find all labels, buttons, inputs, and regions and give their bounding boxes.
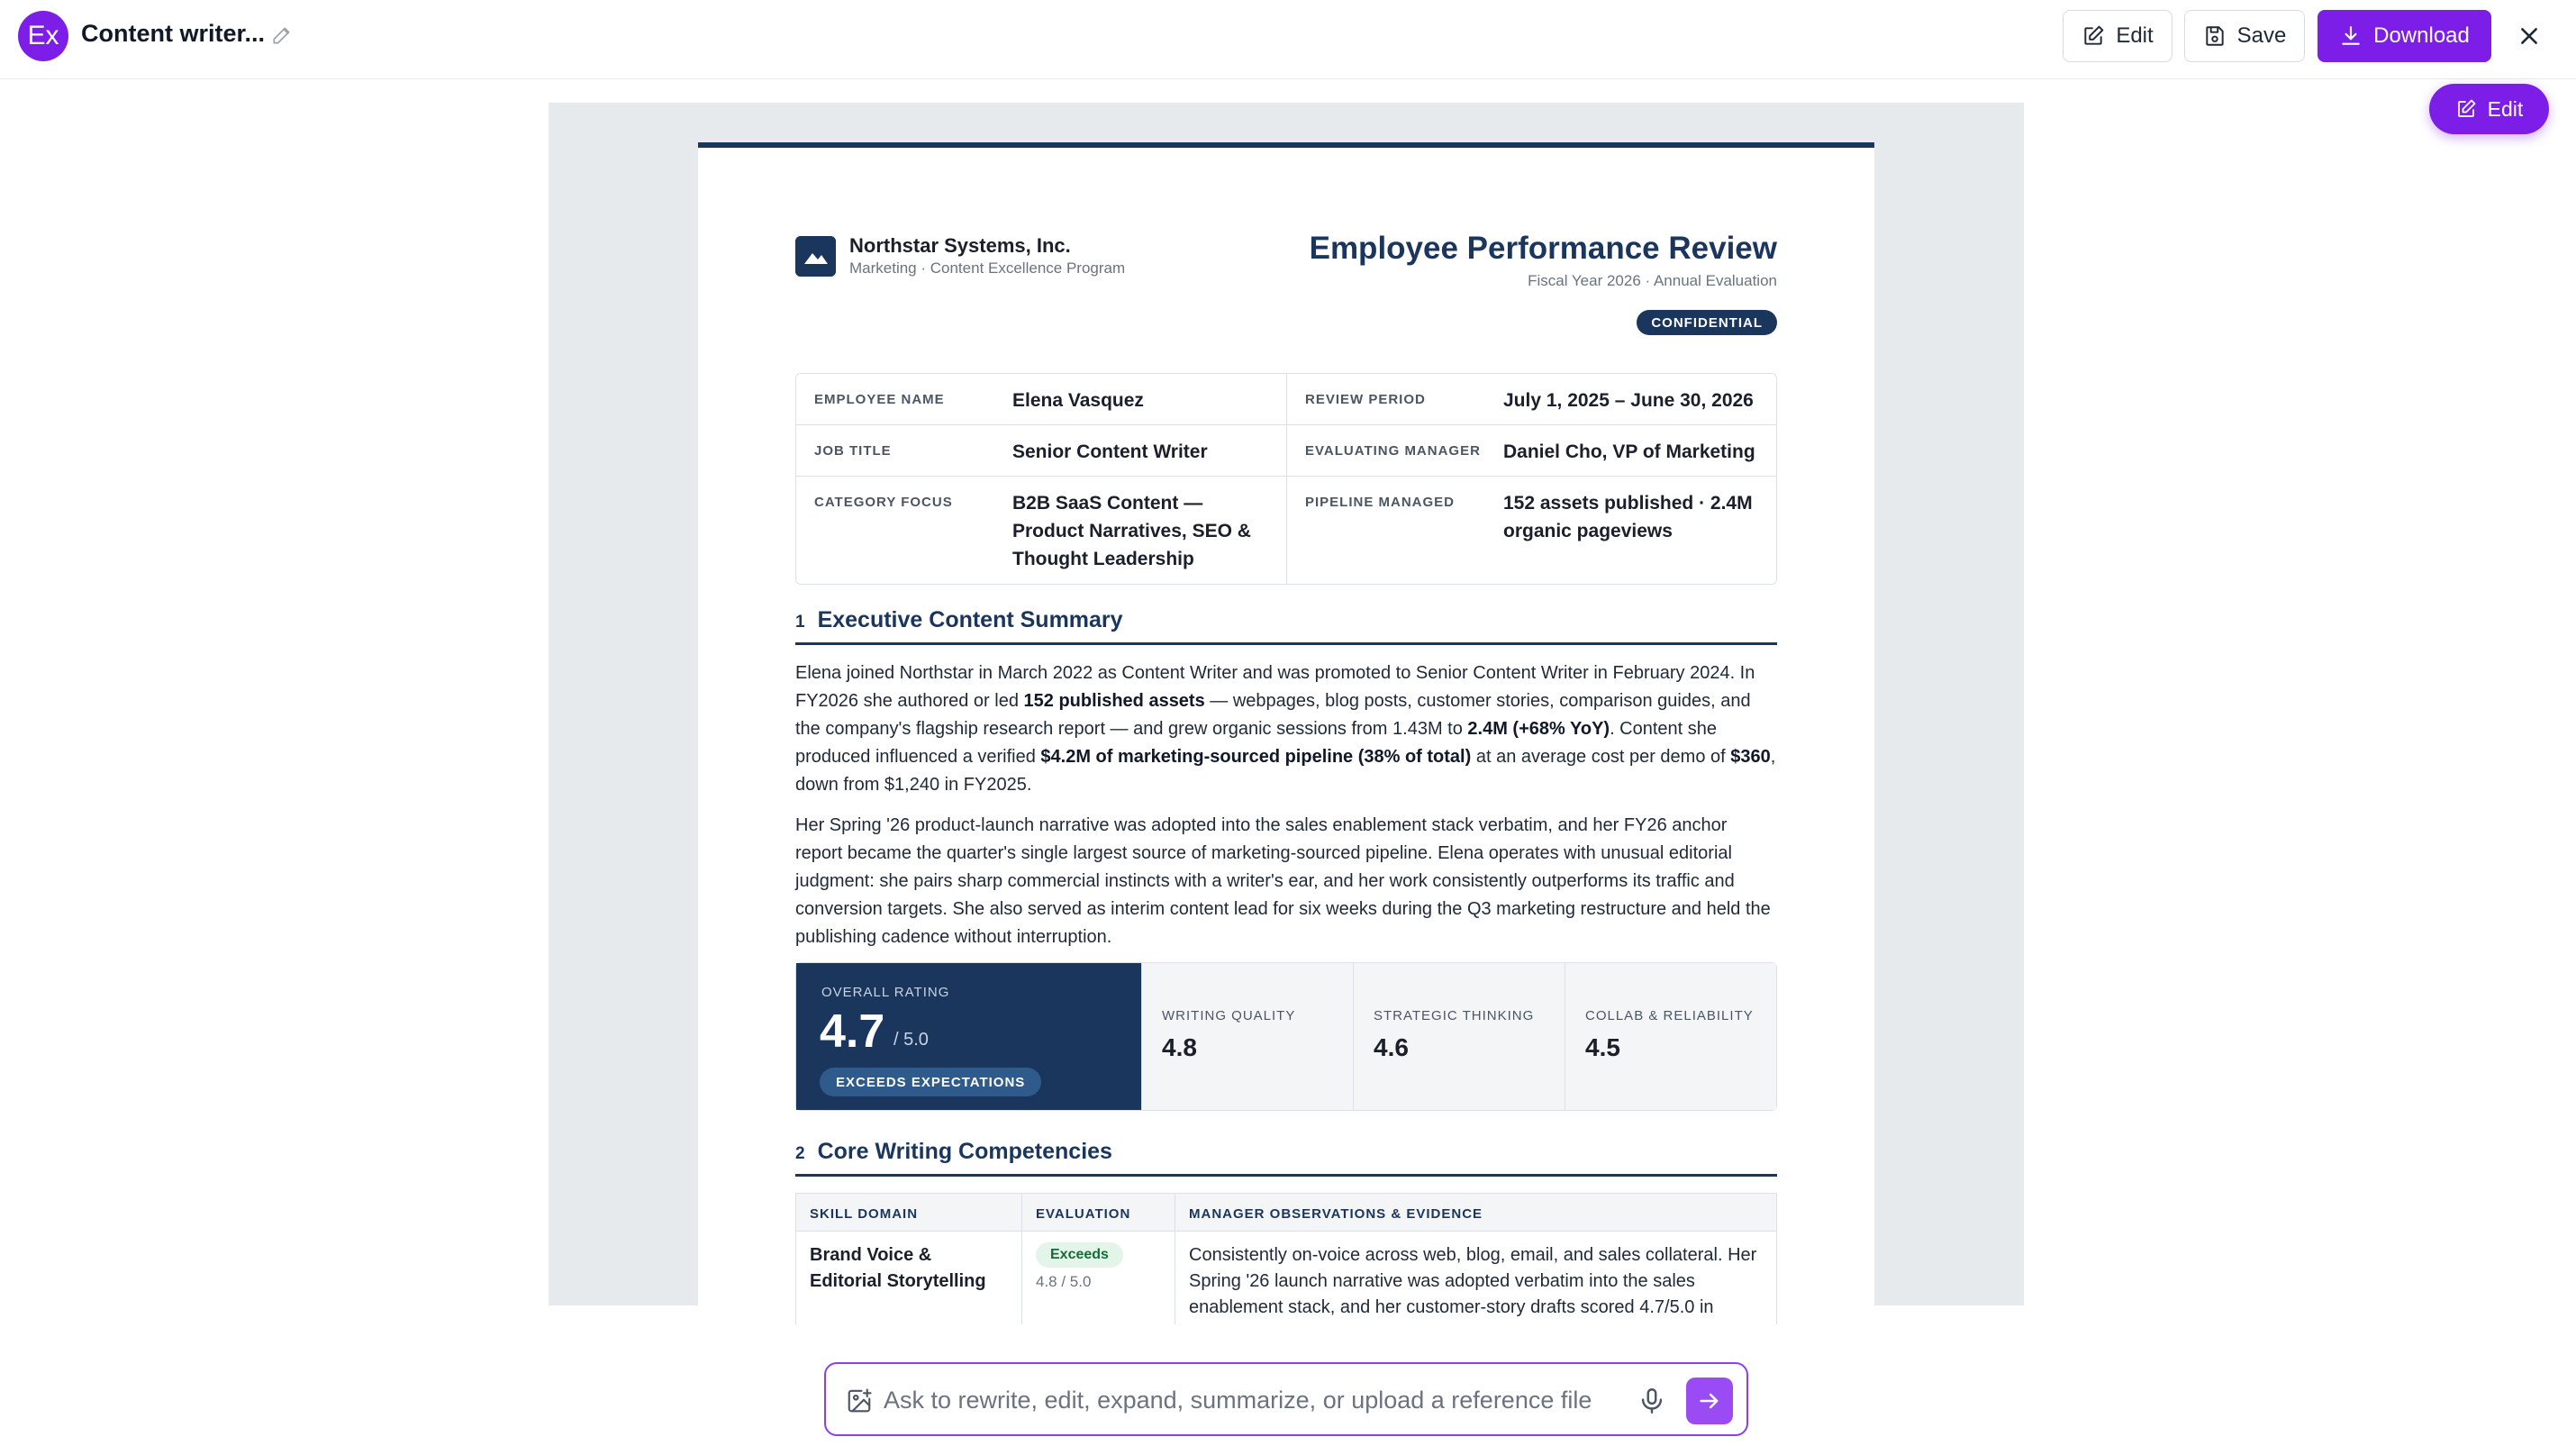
info-cell — [1286, 425, 1776, 476]
evaluation-score: 4.8 / 5.0 — [1036, 1273, 1092, 1290]
job-title-label: JOB TITLE — [814, 443, 892, 459]
prompt-bar — [824, 1362, 1748, 1436]
mountain-logo-icon — [795, 236, 836, 277]
download-icon — [2339, 24, 2363, 48]
manager-label: EVALUATING MANAGER — [1305, 443, 1481, 459]
evaluation-badge: Exceeds — [1036, 1242, 1123, 1268]
top-bar — [0, 0, 2576, 79]
bold-run: 152 published assets — [1023, 691, 1205, 711]
app-avatar[interactable]: Ex — [18, 11, 68, 61]
bold-run: 2.4M (+68% YoY) — [1467, 719, 1610, 739]
text-run: , down from $1,240 in FY2025. — [795, 747, 1776, 795]
org-subtitle: Marketing · Content Excellence Program — [849, 259, 1126, 277]
confidential-badge: CONFIDENTIAL — [1637, 310, 1777, 335]
text-run: at an average cost per demo of — [1471, 747, 1731, 767]
info-row — [796, 374, 1776, 425]
save-button-label: Save — [2236, 23, 2287, 48]
review-period-label: REVIEW PERIOD — [1305, 392, 1426, 407]
bold-run: $4.2M of marketing-sourced pipeline (38% of total) — [1040, 747, 1472, 767]
review-subtitle: Fiscal Year 2026 · Annual Evaluation — [1528, 272, 1777, 289]
overall-rating-max: / 5.0 — [893, 1030, 929, 1050]
save-button[interactable] — [2184, 10, 2305, 62]
competency-table — [795, 1193, 1777, 1341]
sub-rating-label: WRITING QUALITY — [1162, 1008, 1296, 1023]
document-page[interactable] — [698, 142, 1874, 1404]
sub-rating-value: 4.8 — [1162, 1033, 1197, 1061]
close-button[interactable] — [2513, 20, 2545, 52]
prompt-input[interactable] — [884, 1380, 1622, 1420]
download-button-label: Download — [2373, 23, 2470, 48]
job-title-value: Senior Content Writer — [1012, 441, 1208, 462]
info-cell — [796, 477, 1286, 584]
overall-rating-score: 4.7 — [820, 1005, 885, 1058]
observation-cell: Consistently on-voice across web, blog, email, and sales collateral. Her Spring '26 launch narrative was adopted verbatim into the sales enablement stack, and her customer-story drafts scored 4.7/5.0 in — [1175, 1232, 1776, 1340]
floating-edit-button[interactable] — [2429, 84, 2549, 134]
summary-paragraph-2[interactable]: Her Spring '26 product-launch narrative was adopted into the sales enablement stack verbatim, and her FY26 anchor report became the quarter's single largest source of marketing-sourced pipeline. Elena operates with unusual editorial judgment: she pairs sharp commercial instincts with a writer's ear, and her work consistently outperforms its traffic and conversion targets. She also served as interim content lead for six weeks during the Q3 marketing restructure and held the publishing cadence without interruption. — [795, 815, 1771, 947]
section-number: 2 — [795, 1144, 805, 1163]
category-value: B2B SaaS Content — Product Narratives, SEO & Thought Leadership — [1012, 493, 1251, 569]
save-icon — [2203, 24, 2227, 48]
pipeline-label: PIPELINE MANAGED — [1305, 495, 1456, 510]
sub-rating-label: STRATEGIC THINKING — [1374, 1008, 1535, 1023]
pipeline-value: 152 assets published · 2.4M organic pageviews — [1503, 493, 1753, 541]
review-period-value: July 1, 2025 – June 30, 2026 — [1503, 390, 1754, 411]
document-canvas[interactable] — [549, 103, 2024, 1317]
text-run: — webpages, blog posts, customer stories, comparison guides, and the company's flagship research report — and grew organic sessions from 1.43M to — [795, 691, 1751, 739]
table-row — [796, 1232, 1776, 1340]
sub-rating-card — [1565, 963, 1776, 1110]
column-header: MANAGER OBSERVATIONS & EVIDENCE — [1175, 1194, 1776, 1231]
info-cell — [796, 425, 1286, 476]
column-header: EVALUATION — [1021, 1194, 1175, 1231]
section-title: Core Writing Competencies — [817, 1139, 1112, 1164]
bold-run: $360 — [1730, 747, 1771, 767]
info-row — [796, 477, 1776, 584]
overall-rating-card — [796, 963, 1141, 1110]
summary-paragraph-1[interactable] — [795, 659, 1777, 799]
overall-rating-label: OVERALL RATING — [821, 985, 950, 1000]
text-run: . Content she produced influenced a verified — [795, 719, 1718, 767]
table-header-row — [796, 1194, 1776, 1232]
sub-rating-value: 4.6 — [1374, 1033, 1409, 1061]
employee-info-table — [795, 373, 1777, 585]
section-title: Executive Content Summary — [817, 607, 1123, 632]
rating-panel — [795, 962, 1777, 1111]
section-heading-competencies — [795, 1139, 1777, 1177]
info-cell — [1286, 374, 1776, 424]
send-button[interactable] — [1686, 1378, 1733, 1424]
edit-button[interactable] — [2063, 10, 2172, 62]
manager-value: Daniel Cho, VP of Marketing — [1503, 441, 1755, 462]
employee-name-label: EMPLOYEE NAME — [814, 392, 945, 407]
text-run: Elena joined Northstar in March 2022 as Content Writer and was promoted to Senior Content Writer in February 2024. In FY2026 she authored or led — [795, 663, 1755, 711]
add-image-icon[interactable] — [846, 1387, 873, 1414]
sub-rating-card — [1353, 963, 1565, 1110]
arrow-right-icon — [1697, 1388, 1722, 1414]
sub-rating-label: COLLAB & RELIABILITY — [1585, 1008, 1754, 1023]
edit-icon — [2455, 98, 2477, 120]
edit-button-label: Edit — [2116, 23, 2154, 48]
evaluation-cell — [1021, 1232, 1175, 1340]
edit-icon — [2082, 24, 2105, 48]
close-icon — [2517, 24, 2541, 48]
download-button[interactable] — [2317, 10, 2491, 62]
sub-rating-card — [1141, 963, 1353, 1110]
category-label: CATEGORY FOCUS — [814, 495, 953, 510]
rating-level-badge: EXCEEDS EXPECTATIONS — [820, 1068, 1041, 1096]
org-name: Northstar Systems, Inc. — [849, 234, 1071, 257]
column-header: SKILL DOMAIN — [810, 1206, 919, 1222]
sub-rating-value: 4.5 — [1585, 1033, 1620, 1061]
microphone-icon[interactable] — [1637, 1386, 1667, 1416]
section-heading-summary — [795, 607, 1777, 645]
section-number: 1 — [795, 613, 805, 632]
info-cell — [1286, 477, 1776, 584]
rename-pencil-icon[interactable] — [270, 23, 294, 47]
info-row — [796, 425, 1776, 477]
employee-name-value: Elena Vasquez — [1012, 390, 1144, 411]
floating-edit-label: Edit — [2487, 96, 2524, 121]
document-title[interactable]: Content writer... — [81, 20, 266, 47]
review-title: Employee Performance Review — [1309, 231, 1777, 266]
info-cell — [796, 374, 1286, 424]
skill-domain-cell: Brand Voice & Editorial Storytelling — [810, 1245, 986, 1291]
